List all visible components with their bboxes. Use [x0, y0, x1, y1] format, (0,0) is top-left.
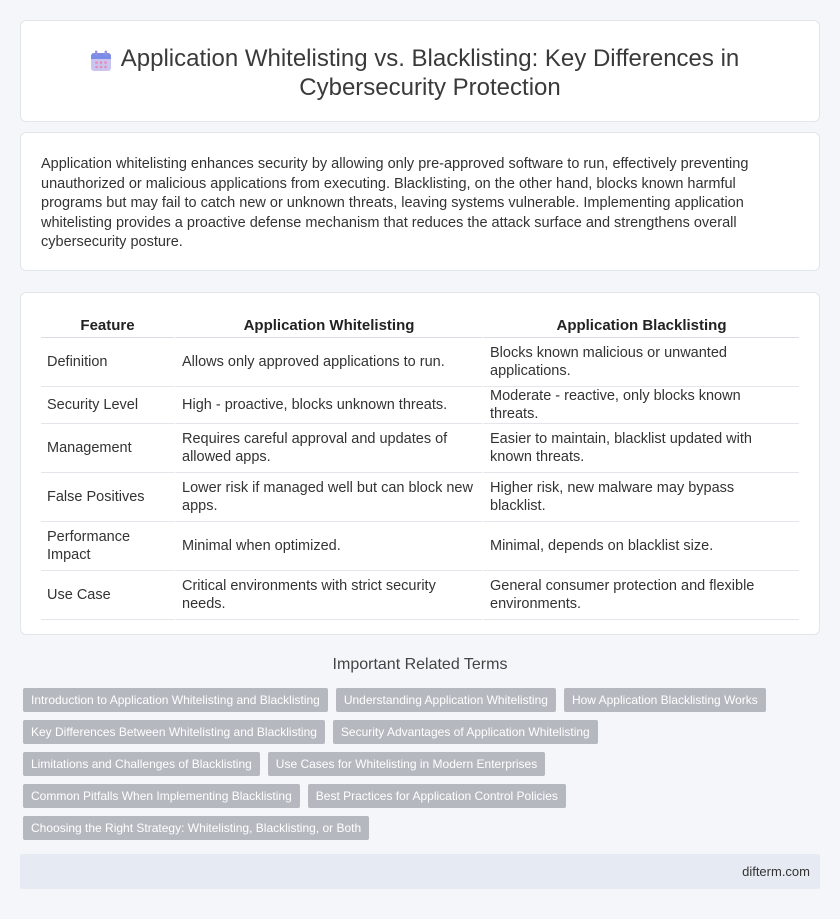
comparison-table — [41, 315, 799, 620]
feature-cell: Use Case — [41, 571, 174, 620]
intro-paragraph: Application whitelisting enhances security by allowing only pre-approved software to run, effectively preventing unauthorized or malicious applications from executing. Blacklisting, on the other hand, blocks known harmful programs but may fail to catch new or unknown threats, leaving systems vulnerable. Implementing application whitelisting provides a proactive defense mechanism that reduces the attack surface and strengthens overall cybersecurity posture. — [41, 156, 749, 251]
table-row — [41, 338, 799, 387]
feature-cell: Definition — [41, 338, 174, 387]
blacklisting-cell: Moderate - reactive, only blocks known threats. — [482, 387, 799, 424]
column-header: Application Whitelisting — [174, 315, 482, 338]
whitelisting-cell: Lower risk if managed well but can block new apps. — [174, 473, 482, 522]
blacklisting-cell: Higher risk, new malware may bypass blacklist. — [482, 473, 799, 522]
whitelisting-cell: Critical environments with strict security needs. — [174, 571, 482, 620]
related-terms-heading: Important Related Terms — [332, 656, 508, 673]
table-row — [41, 387, 799, 424]
table-row — [41, 522, 799, 571]
blacklisting-cell: Blocks known malicious or unwanted applications. — [482, 338, 799, 387]
whitelisting-cell: Minimal when optimized. — [174, 522, 482, 571]
footer-site-link[interactable]: difterm.com — [742, 864, 810, 879]
whitelisting-cell: High - proactive, blocks unknown threats. — [174, 387, 482, 424]
related-term-tag[interactable]: Key Differences Between Whitelisting and Blacklisting — [23, 720, 325, 744]
related-term-tag[interactable]: Common Pitfalls When Implementing Blacklisting — [23, 784, 300, 808]
whitelisting-cell: Requires careful approval and updates of allowed apps. — [174, 424, 482, 473]
blacklisting-cell: Easier to maintain, blacklist updated with known threats. — [482, 424, 799, 473]
column-header: Feature — [41, 315, 174, 338]
intro-card — [20, 132, 820, 271]
feature-cell: False Positives — [41, 473, 174, 522]
feature-cell: Performance Impact — [41, 522, 174, 571]
table-row — [41, 571, 799, 620]
page-title: Application Whitelisting vs. Blacklisting: Key Differences in Cybersecurity Protection — [120, 45, 740, 101]
related-term-tag[interactable]: Understanding Application Whitelisting — [336, 688, 556, 712]
table-row — [41, 424, 799, 473]
comparison-card — [20, 292, 820, 635]
related-term-tag[interactable]: Security Advantages of Application Whitelisting — [333, 720, 598, 744]
feature-cell: Security Level — [41, 387, 174, 424]
related-terms-list — [23, 688, 813, 840]
related-term-tag[interactable]: Best Practices for Application Control Policies — [308, 784, 566, 808]
related-term-tag[interactable]: Choosing the Right Strategy: Whitelisting, Blacklisting, or Both — [23, 816, 369, 840]
blacklisting-cell: General consumer protection and flexible environments. — [482, 571, 799, 620]
feature-cell: Management — [41, 424, 174, 473]
related-term-tag[interactable]: Limitations and Challenges of Blacklisting — [23, 752, 260, 776]
title-card — [20, 20, 820, 122]
table-row — [41, 473, 799, 522]
related-term-tag[interactable]: Use Cases for Whitelisting in Modern Enterprises — [268, 752, 545, 776]
table-header-row — [41, 315, 799, 338]
related-term-tag[interactable]: How Application Blacklisting Works — [564, 688, 766, 712]
related-term-tag[interactable]: Introduction to Application Whitelisting and Blacklisting — [23, 688, 328, 712]
column-header: Application Blacklisting — [482, 315, 799, 338]
footer — [20, 854, 820, 889]
whitelisting-cell: Allows only approved applications to run. — [174, 338, 482, 387]
blacklisting-cell: Minimal, depends on blacklist size. — [482, 522, 799, 571]
